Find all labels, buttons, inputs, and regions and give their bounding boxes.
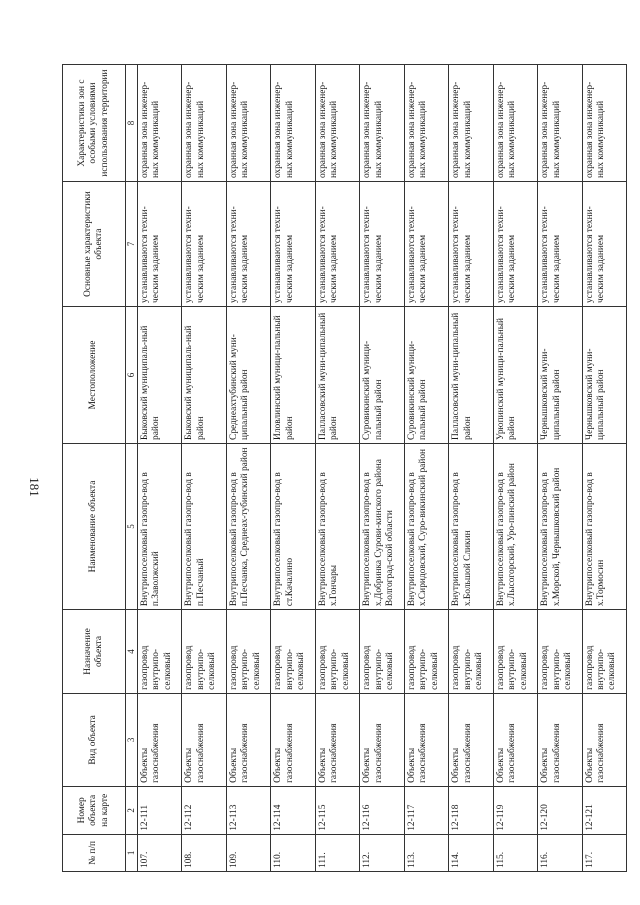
cell-map-number: 12-119 xyxy=(493,786,537,834)
cell-map-number: 12-111 xyxy=(137,786,181,834)
column-index: 1 xyxy=(126,834,138,871)
cell-characteristics: устанавливаются техни-ческим заданием xyxy=(449,182,493,307)
cell-purpose: газопровод внутрипо-селковый xyxy=(493,610,537,694)
column-index: 2 xyxy=(126,786,138,834)
cell-number: 115. xyxy=(493,834,537,871)
cell-number: 112. xyxy=(360,834,404,871)
cell-map-number: 12-112 xyxy=(182,786,226,834)
col-header-object-type: Вид объекта xyxy=(63,693,126,786)
col-header-characteristics: Основные характеристики объекта xyxy=(63,182,126,307)
cell-location: Иловлинский муници-пальный район xyxy=(271,307,315,444)
cell-purpose: газопровод внутрипо-селковый xyxy=(315,610,359,694)
cell-object-type: Объекты газоснабжения xyxy=(182,693,226,786)
cell-object-type: Объекты газоснабжения xyxy=(538,693,582,786)
cell-purpose: газопровод внутрипо-селковый xyxy=(404,610,448,694)
column-index: 8 xyxy=(126,65,138,182)
cell-number: 109. xyxy=(226,834,270,871)
cell-zones: охранная зона инженер-ных коммуникаций xyxy=(137,65,181,182)
cell-name: Внутрипоселковый газопро-вод в х.Большой Сликин xyxy=(449,443,493,609)
cell-characteristics: устанавливаются техни-ческим заданием xyxy=(538,182,582,307)
cell-zones: охранная зона инженер-ных коммуникаций xyxy=(315,65,359,182)
cell-object-type: Объекты газоснабжения xyxy=(137,693,181,786)
cell-zones: охранная зона инженер-ных коммуникаций xyxy=(226,65,270,182)
cell-name: Внутрипоселковый газопро-вод в х.Морской, Чернышковский район xyxy=(538,443,582,609)
col-header-purpose: Назначение объекта xyxy=(63,610,126,694)
cell-zones: охранная зона инженер-ных коммуникаций xyxy=(582,65,627,182)
cell-location: Чернышковский муни-ципальный район xyxy=(582,307,627,444)
col-header-name: Наименование объекта xyxy=(63,443,126,609)
cell-purpose: газопровод внутрипо-селковый xyxy=(582,610,627,694)
cell-object-type: Объекты газоснабжения xyxy=(493,693,537,786)
cell-map-number: 12-121 xyxy=(582,786,627,834)
table-row xyxy=(449,65,493,872)
cell-object-type: Объекты газоснабжения xyxy=(449,693,493,786)
table-row xyxy=(271,65,315,872)
table-row xyxy=(404,65,448,872)
col-header-location: Местоположение xyxy=(63,307,126,444)
table-row xyxy=(182,65,226,872)
cell-zones: охранная зона инженер-ных коммуникаций xyxy=(404,65,448,182)
cell-number: 113. xyxy=(404,834,448,871)
cell-purpose: газопровод внутрипо-селковый xyxy=(360,610,404,694)
cell-zones: охранная зона инженер-ных коммуникаций xyxy=(449,65,493,182)
cell-zones: охранная зона инженер-ных коммуникаций xyxy=(182,65,226,182)
cell-location: Быковский муниципаль-ный район xyxy=(137,307,181,444)
cell-purpose: газопровод внутрипо-селковый xyxy=(137,610,181,694)
table-row xyxy=(137,65,181,872)
cell-characteristics: устанавливаются техни-ческим заданием xyxy=(271,182,315,307)
col-header-number: № п/п xyxy=(63,834,126,871)
table-row xyxy=(582,65,627,872)
cell-location: Урюпинский муници-пальный район xyxy=(493,307,537,444)
cell-location: Суровикинский муници-пальный район xyxy=(360,307,404,444)
cell-object-type: Объекты газоснабжения xyxy=(404,693,448,786)
cell-zones: охранная зона инженер-ных коммуникаций xyxy=(538,65,582,182)
column-index: 6 xyxy=(126,307,138,444)
table-row xyxy=(360,65,404,872)
table-row xyxy=(315,65,359,872)
cell-location: Чернышковский муни-ципальный район xyxy=(538,307,582,444)
cell-name: Внутрипоселковый газопро-вод в п.Песчанка, Среднеах-тубинский район xyxy=(226,443,270,609)
cell-characteristics: устанавливаются техни-ческим заданием xyxy=(493,182,537,307)
page-number: 181 xyxy=(26,477,42,497)
column-index: 3 xyxy=(126,693,138,786)
cell-map-number: 12-113 xyxy=(226,786,270,834)
cell-characteristics: устанавливаются техни-ческим заданием xyxy=(137,182,181,307)
col-header-map-number: Номер объекта на карте xyxy=(63,786,126,834)
cell-characteristics: устанавливаются техни-ческим заданием xyxy=(360,182,404,307)
cell-object-type: Объекты газоснабжения xyxy=(271,693,315,786)
cell-location: Среднеахтубинский муни-ципальный район xyxy=(226,307,270,444)
cell-name: Внутрипоселковый газопро-вод в х.Добринка Сурови-кинского района Волгоград-ской области xyxy=(360,443,404,609)
cell-map-number: 12-117 xyxy=(404,786,448,834)
table-row xyxy=(538,65,582,872)
table-row xyxy=(493,65,537,872)
cell-characteristics: устанавливаются техни-ческим заданием xyxy=(582,182,627,307)
cell-name: Внутрипоселковый газопро-вод в ст.Качалино xyxy=(271,443,315,609)
table-row xyxy=(226,65,270,872)
cell-zones: охранная зона инженер-ных коммуникаций xyxy=(360,65,404,182)
cell-object-type: Объекты газоснабжения xyxy=(582,693,627,786)
cell-name: Внутрипоселковый газопро-вод в п.Заволжский xyxy=(137,443,181,609)
column-index-row xyxy=(126,65,138,872)
cell-name: Внутрипоселковый газопро-вод в х.Сиридовский, Суро-викинский район xyxy=(404,443,448,609)
cell-characteristics: устанавливаются техни-ческим заданием xyxy=(315,182,359,307)
cell-number: 108. xyxy=(182,834,226,871)
cell-map-number: 12-114 xyxy=(271,786,315,834)
cell-purpose: газопровод внутрипо-селковый xyxy=(449,610,493,694)
cell-number: 111. xyxy=(315,834,359,871)
cell-object-type: Объекты газоснабжения xyxy=(360,693,404,786)
cell-zones: охранная зона инженер-ных коммуникаций xyxy=(493,65,537,182)
cell-purpose: газопровод внутрипо-селковый xyxy=(538,610,582,694)
cell-map-number: 12-116 xyxy=(360,786,404,834)
cell-purpose: газопровод внутрипо-селковый xyxy=(182,610,226,694)
cell-zones: охранная зона инженер-ных коммуникаций xyxy=(271,65,315,182)
rotated-table-container xyxy=(62,64,627,872)
cell-purpose: газопровод внутрипо-селковый xyxy=(226,610,270,694)
objects-table xyxy=(62,64,627,872)
table-body xyxy=(137,65,626,872)
cell-name: Внутрипоселковый газопро-вод в х.Лысогорский, Уро-пинский район xyxy=(493,443,537,609)
cell-number: 110. xyxy=(271,834,315,871)
cell-purpose: газопровод внутрипо-селковый xyxy=(271,610,315,694)
table-header-row xyxy=(63,65,126,872)
cell-name: Внутрипоселковый газопро-вод в п.Песчаный xyxy=(182,443,226,609)
cell-object-type: Объекты газоснабжения xyxy=(315,693,359,786)
cell-location: Быковский муниципаль-ный район xyxy=(182,307,226,444)
cell-location: Суровикинский муници-пальный район xyxy=(404,307,448,444)
cell-number: 114. xyxy=(449,834,493,871)
cell-characteristics: устанавливаются техни-ческим заданием xyxy=(404,182,448,307)
cell-name: Внутрипоселковый газопро-вод в х.Гончары xyxy=(315,443,359,609)
column-index: 5 xyxy=(126,443,138,609)
cell-map-number: 12-120 xyxy=(538,786,582,834)
column-index: 4 xyxy=(126,610,138,694)
cell-characteristics: устанавливаются техни-ческим заданием xyxy=(182,182,226,307)
column-index: 7 xyxy=(126,182,138,307)
cell-characteristics: устанавливаются техни-ческим заданием xyxy=(226,182,270,307)
cell-location: Палласовский муни-ципальный район xyxy=(315,307,359,444)
cell-map-number: 12-115 xyxy=(315,786,359,834)
cell-number: 117. xyxy=(582,834,627,871)
cell-number: 116. xyxy=(538,834,582,871)
cell-name: Внутрипоселковый газопро-вод в х.Тормосин xyxy=(582,443,627,609)
cell-number: 107. xyxy=(137,834,181,871)
col-header-zones: Характеристики зон с особыми условиями использования территории xyxy=(63,65,126,182)
cell-map-number: 12-118 xyxy=(449,786,493,834)
cell-object-type: Объекты газоснабжения xyxy=(226,693,270,786)
cell-location: Палласовский муни-ципальный район xyxy=(449,307,493,444)
